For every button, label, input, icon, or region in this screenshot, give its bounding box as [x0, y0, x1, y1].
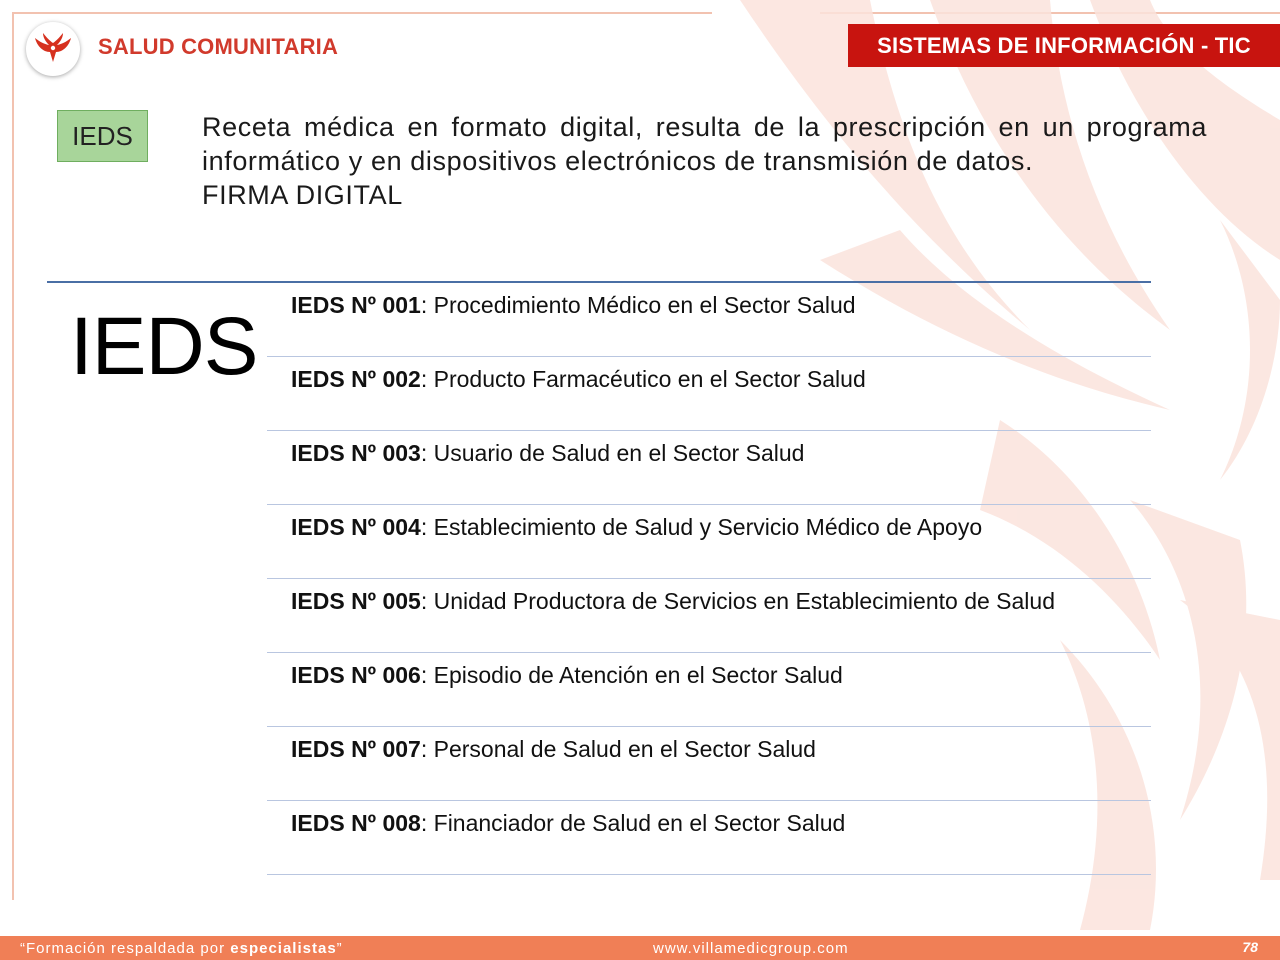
list-item: [267, 653, 1151, 727]
standard-code: IEDS Nº 007: [291, 736, 421, 762]
standard-title: : Producto Farmacéutico en el Sector Salud: [420, 366, 866, 392]
section-banner: SISTEMAS DE INFORMACIÓN - TIC: [848, 24, 1280, 67]
standard-code: IEDS Nº 008: [291, 810, 421, 836]
definition-signature-line: FIRMA DIGITAL: [202, 180, 403, 210]
definition-line: Receta médica en formato digital, resulta de la prescripción en un programa informático y en dispositivos electrónicos de transmisión de datos.: [202, 112, 1207, 176]
footer-slogan: [20, 940, 343, 957]
standard-title: : Financiador de Salud en el Sector Salud: [420, 810, 846, 836]
standard-title: : Unidad Productora de Servicios en Establecimiento de Salud: [420, 588, 1055, 614]
standard-title: : Establecimiento de Salud y Servicio Médico de Apoyo: [420, 514, 983, 540]
list-item: [267, 431, 1151, 505]
list-item: [267, 283, 1151, 357]
definition-text: [202, 110, 1207, 212]
standard-code: IEDS Nº 006: [291, 662, 421, 688]
phoenix-logo-icon: [33, 32, 73, 66]
standard-title: : Episodio de Atención en el Sector Salud: [420, 662, 843, 688]
standard-title: : Procedimiento Médico en el Sector Salud: [420, 292, 856, 318]
standard-code: IEDS Nº 003: [291, 440, 421, 466]
list-item: [267, 505, 1151, 579]
standards-list: [267, 283, 1151, 875]
logo-badge: [26, 22, 80, 76]
slogan-prefix: “Formación respaldada por: [20, 940, 231, 957]
standard-code: IEDS Nº 005: [291, 588, 421, 614]
standards-heading: IEDS: [70, 301, 258, 392]
list-item: [267, 579, 1151, 653]
brand-title: SALUD COMUNITARIA: [98, 34, 339, 59]
standard-title: : Usuario de Salud en el Sector Salud: [420, 440, 805, 466]
standard-code: IEDS Nº 004: [291, 514, 421, 540]
slogan-bold: especialistas: [230, 940, 337, 957]
list-item: [267, 357, 1151, 431]
standard-code: IEDS Nº 001: [291, 292, 421, 318]
footer-bar: [0, 936, 1280, 960]
page-number: 78: [1242, 939, 1258, 955]
footer-url: www.villamedicgroup.com: [653, 940, 849, 957]
ieds-tag: IEDS: [57, 110, 148, 162]
slogan-suffix: ”: [336, 940, 343, 957]
list-item: [267, 727, 1151, 801]
standard-title: : Personal de Salud en el Sector Salud: [420, 736, 816, 762]
list-item: [267, 801, 1151, 875]
frame-left-line: [12, 12, 14, 900]
frame-top-line: [12, 12, 712, 14]
standard-code: IEDS Nº 002: [291, 366, 421, 392]
